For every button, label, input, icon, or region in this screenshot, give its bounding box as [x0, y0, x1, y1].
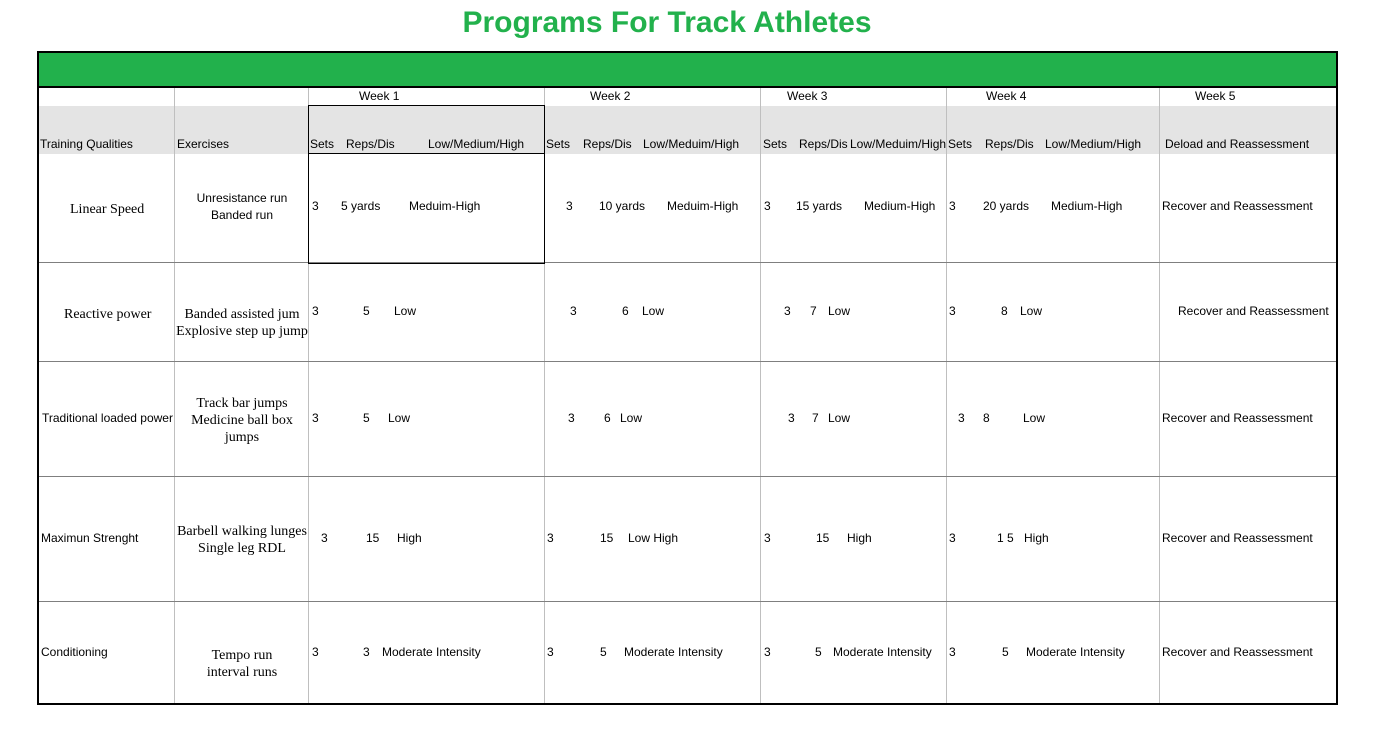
row1-w4-intensity: Medium-High [1051, 199, 1123, 213]
header-w1-intensity: Low/Medium/High [428, 137, 525, 151]
row1-w3-sets: 3 [764, 199, 771, 213]
week-2-header: Week 2 [590, 89, 631, 103]
row5-w5: Recover and Reassessment [1162, 645, 1313, 659]
row3-exercise-2: Medicine ball box [191, 413, 293, 428]
row3-quality: Traditional loaded power [42, 411, 173, 425]
row5-w2-intensity: Moderate Intensity [624, 645, 723, 659]
program-table [37, 51, 1338, 705]
row1-w2-sets: 3 [566, 199, 573, 213]
row3-w1-sets: 3 [312, 411, 319, 425]
row3-w1-reps: 5 [363, 411, 370, 425]
row3-exercise-3: jumps [224, 430, 260, 445]
row1-w3-reps: 15 yards [796, 199, 843, 213]
row3-w3-sets: 3 [788, 411, 795, 425]
header-w4-sets: Sets [948, 137, 973, 151]
header-w5-deload: Deload and Reassessment [1165, 137, 1310, 151]
row2-exercise-1: Banded assisted jum [184, 307, 300, 322]
row5-quality: Conditioning [41, 645, 108, 659]
row5-w4-sets: 3 [949, 645, 956, 659]
header-w3-reps: Reps/Dis [799, 137, 848, 151]
row5-w2-sets: 3 [547, 645, 554, 659]
row1-w5: Recover and Reassessment [1162, 199, 1313, 213]
row-separator [39, 262, 1336, 263]
header-w4-reps: Reps/Dis [985, 137, 1034, 151]
row3-w4-reps: 8 [983, 411, 990, 425]
row3-w3-intensity: Low [828, 411, 851, 425]
row2-w4-intensity: Low [1020, 304, 1043, 318]
row4-w1-sets: 3 [321, 531, 328, 545]
header-exercises: Exercises [177, 137, 230, 151]
row2-w5: Recover and Reassessment [1178, 304, 1329, 318]
row2-w1-reps: 5 [363, 304, 370, 318]
grid-line [760, 88, 761, 703]
grid-line [946, 88, 947, 703]
row4-exercise-2: Single leg RDL [198, 541, 286, 556]
row4-w2-intensity: Low High [628, 531, 679, 545]
row1-w1-reps: 5 yards [341, 199, 381, 213]
row1-w2-reps: 10 yards [599, 199, 646, 213]
row2-w2-intensity: Low [642, 304, 665, 318]
row3-w2-sets: 3 [568, 411, 575, 425]
row5-w1-sets: 3 [312, 645, 319, 659]
header-w3-intensity: Low/Meduim/High [850, 137, 947, 151]
row3-exercises [175, 395, 309, 446]
row1-exercise-2: Banded run [210, 208, 274, 222]
row1-quality: Linear Speed [70, 202, 145, 217]
row5-exercises [175, 647, 309, 681]
row5-exercise-2: interval runs [206, 665, 278, 680]
header-training-qualities: Training Qualities [40, 137, 133, 151]
row4-exercises [175, 523, 309, 557]
row4-w2-sets: 3 [547, 531, 554, 545]
row2-w1-sets: 3 [312, 304, 319, 318]
row4-w5: Recover and Reassessment [1162, 531, 1313, 545]
row3-w3-reps: 7 [812, 411, 819, 425]
header-w3-sets: Sets [763, 137, 788, 151]
row5-exercise-1: Tempo run [211, 648, 273, 663]
row2-w1-intensity: Low [394, 304, 417, 318]
row4-w3-reps: 15 [816, 531, 830, 545]
header-w2-intensity: Low/Meduim/High [643, 137, 740, 151]
row4-w4-intensity: High [1024, 531, 1049, 545]
header-w2-reps: Reps/Dis [583, 137, 632, 151]
row2-exercise-2: Explosive step up jump [176, 324, 308, 339]
row5-w1-intensity: Moderate Intensity [382, 645, 481, 659]
row4-w1-reps: 15 [366, 531, 380, 545]
row1-w4-reps: 20 yards [983, 199, 1030, 213]
grid-line [1159, 88, 1160, 703]
header-w1-sets: Sets [310, 137, 335, 151]
row2-quality: Reactive power [64, 307, 152, 322]
row2-w4-sets: 3 [949, 304, 956, 318]
row-separator [39, 361, 1336, 362]
row1-w1-intensity: Meduim-High [409, 199, 481, 213]
row-separator [39, 601, 1336, 602]
row5-w4-reps: 5 [1002, 645, 1009, 659]
row3-w1-intensity: Low [388, 411, 411, 425]
week-3-header: Week 3 [787, 89, 828, 103]
row1-w3-intensity: Medium-High [864, 199, 936, 213]
row4-w3-intensity: High [847, 531, 872, 545]
row5-w4-intensity: Moderate Intensity [1026, 645, 1125, 659]
row1-exercise-1: Unresistance run [196, 191, 288, 205]
row3-exercise-1: Track bar jumps [196, 396, 288, 411]
green-header-bar [39, 53, 1336, 88]
row3-w5: Recover and Reassessment [1162, 411, 1313, 425]
row5-w3-sets: 3 [764, 645, 771, 659]
row5-w3-intensity: Moderate Intensity [833, 645, 932, 659]
row2-w2-sets: 3 [570, 304, 577, 318]
row5-w1-reps: 3 [363, 645, 370, 659]
row2-w3-intensity: Low [828, 304, 851, 318]
row3-w4-sets: 3 [958, 411, 965, 425]
week1-box-divider [308, 153, 545, 154]
header-w2-sets: Sets [546, 137, 571, 151]
row5-w3-reps: 5 [815, 645, 822, 659]
row3-w4-intensity: Low [1023, 411, 1046, 425]
week-5-header: Week 5 [1195, 89, 1236, 103]
row2-w2-reps: 6 [622, 304, 629, 318]
row4-w4-reps: 1 5 [997, 531, 1014, 545]
row3-w2-intensity: Low [620, 411, 643, 425]
week-1-header: Week 1 [359, 89, 400, 103]
row4-exercise-1: Barbell walking lunges [177, 524, 307, 539]
row1-w4-sets: 3 [949, 199, 956, 213]
row1-w2-intensity: Meduim-High [667, 199, 739, 213]
row4-quality: Maximun Strenght [41, 531, 139, 545]
row5-w2-reps: 5 [600, 645, 607, 659]
row3-w2-reps: 6 [604, 411, 611, 425]
row4-w2-reps: 15 [600, 531, 614, 545]
row2-exercises [175, 306, 309, 340]
week1-highlight-box [308, 105, 545, 264]
row-separator [39, 476, 1336, 477]
week-4-header: Week 4 [986, 89, 1027, 103]
row4-w1-intensity: High [397, 531, 422, 545]
page-title: Programs For Track Athletes [462, 6, 872, 39]
row2-w3-reps: 7 [810, 304, 817, 318]
row4-w3-sets: 3 [764, 531, 771, 545]
row1-exercises [175, 191, 309, 222]
row2-w3-sets: 3 [784, 304, 791, 318]
header-w1-reps: Reps/Dis [346, 137, 395, 151]
row4-w4-sets: 3 [949, 531, 956, 545]
row2-w4-reps: 8 [1001, 304, 1008, 318]
row1-w1-sets: 3 [312, 199, 319, 213]
header-w4-intensity: Low/Medium/High [1045, 137, 1142, 151]
